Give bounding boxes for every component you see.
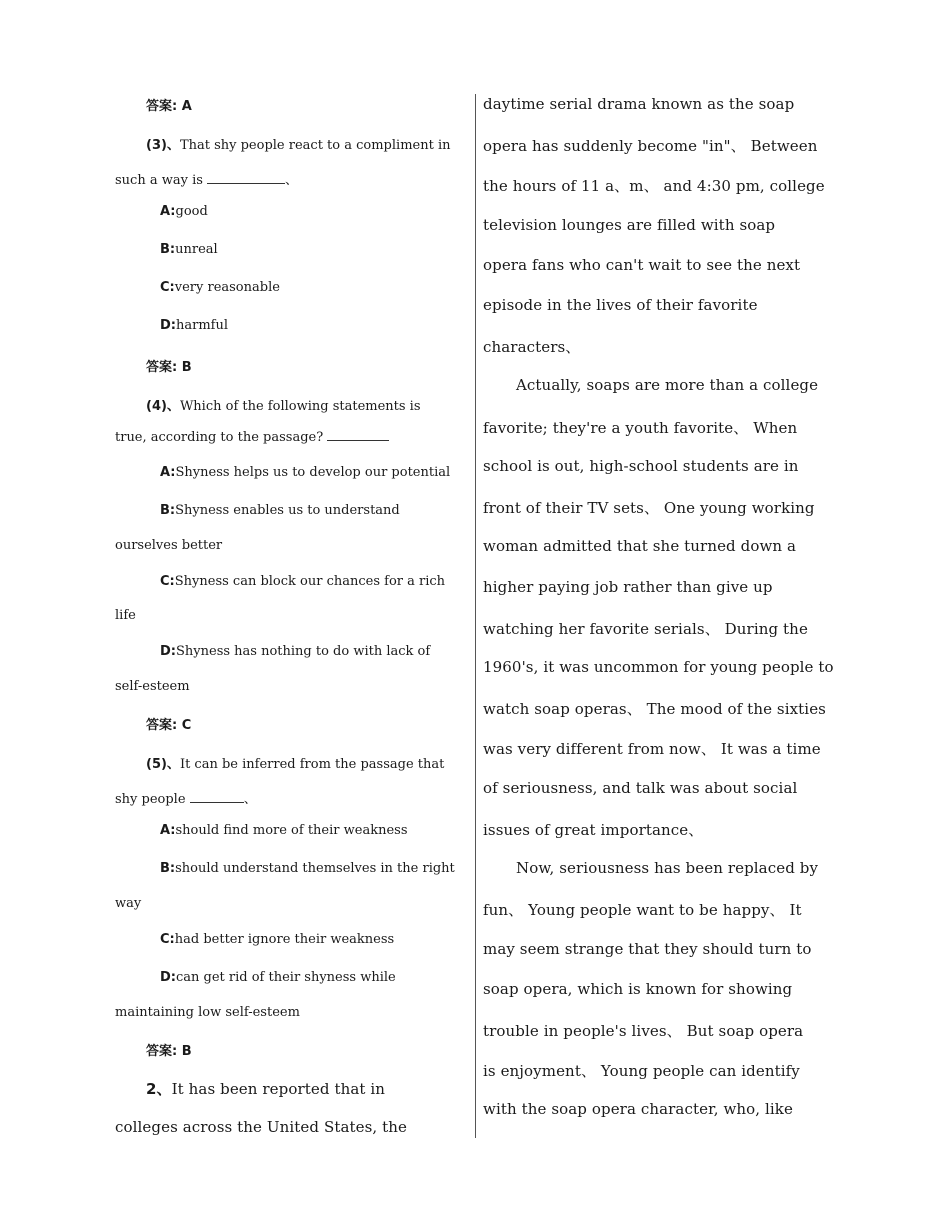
option-text: good [175,204,208,219]
passage-line: watching her favorite serials、 During the [483,620,808,638]
question-text: Which of the following statements is [179,399,421,414]
passage-line: episode in the lives of their favorite [483,296,758,314]
passage-line: may seem strange that they should turn to [483,940,812,958]
passage-2-line-2: colleges across the United States, the [115,1118,408,1136]
question-text: That shy people react to a compliment in [179,138,451,153]
question-text: true, according to the passage? [115,430,324,445]
option-text: Shyness has nothing to do with lack of [176,644,431,659]
passage-line: watch soap operas、 The mood of the sixties [483,700,826,718]
option-letter: C: [160,574,175,589]
passage-line: is enjoyment、 Young people can identify [483,1062,800,1080]
question-punct: 、 [243,792,257,807]
passage-line: opera has suddenly become "in"、 Between [483,137,818,155]
passage-line: woman admitted that she turned down a [483,537,797,555]
passage-line: front of their TV sets、 One young working [483,499,815,517]
option-d [160,318,228,333]
question-number: (5)、 [146,757,180,772]
passage-line: higher paying job rather than give up [483,578,773,596]
answer-label: 答案: A [146,99,192,114]
passage-line: favorite; they're a youth favorite、 When [483,419,798,437]
paragraph-start: Now, seriousness has been replaced by [516,859,819,877]
passage-line: trouble in people's lives、 But soap opera [483,1022,804,1040]
passage-line: opera fans who can't wait to see the next [483,256,801,274]
option-letter: D: [160,644,176,659]
passage-line: characters、 [483,338,581,356]
option-text: Shyness enables us to understand [175,503,400,518]
passage-number: 2、 [146,1080,172,1098]
question-5-line-2 [115,788,257,807]
question-text: It can be inferred from the passage that [179,757,445,772]
option-text: very reasonable [174,280,280,295]
passage-text: It has been reported that in [171,1080,386,1098]
option-c-continued: life [115,608,136,623]
answer-label: 答案: C [146,718,192,733]
option-text: Shyness helps us to develop our potential [175,465,451,480]
option-letter: C: [160,280,175,295]
option-c [160,932,394,947]
answer-label: 答案: B [146,1044,192,1059]
option-text: had better ignore their weakness [174,932,395,947]
option-c [160,574,445,589]
passage-line: was very different from now、 It was a time [483,740,821,758]
question-number: (4)、 [146,399,180,414]
option-c [160,280,280,295]
passage-line: of seriousness, and talk was about social [483,779,798,797]
option-a [160,823,407,838]
answer-label: 答案: B [146,360,192,375]
passage-line: the hours of 11 a、m、 and 4:30 pm, college [483,177,825,195]
option-b [160,861,455,876]
option-text: can get rid of their shyness while [176,970,396,985]
passage-line: daytime serial drama known as the soap [483,95,795,113]
passage-line: fun、 Young people want to be happy、 It [483,901,802,919]
option-text: harmful [176,318,229,333]
answer-blank [207,173,285,184]
option-letter: A: [160,465,176,480]
option-a [160,204,208,219]
option-a [160,465,450,480]
option-letter: B: [160,503,176,518]
passage-2-line-1 [146,1078,385,1099]
option-letter: A: [160,204,176,219]
option-text: Shyness can block our chances for a rich [174,574,446,589]
option-letter: B: [160,861,176,876]
passage-line: issues of great importance、 [483,821,704,839]
answer-blank [190,792,244,803]
option-d-continued: maintaining low self-esteem [115,1005,300,1020]
option-d [160,644,430,659]
passage-line: soap opera, which is known for showing [483,980,793,998]
question-text: shy people [115,792,186,807]
passage-line: with the soap opera character, who, like [483,1100,793,1118]
column-divider [475,94,476,1138]
passage-line: 1960's, it was uncommon for young people to [483,658,834,676]
question-4-line-2 [115,430,389,445]
option-d [160,970,396,985]
question-punct: 、 [285,173,299,188]
question-3-line-1 [146,134,450,153]
passage-line: television lounges are filled with soap [483,216,776,234]
paragraph-start: Actually, soaps are more than a college [516,376,819,394]
question-text: such a way is [115,173,203,188]
option-text: unreal [175,242,218,257]
option-letter: C: [160,932,175,947]
option-letter: B: [160,242,176,257]
option-b-continued: ourselves better [115,538,223,553]
question-5-line-1 [146,753,444,772]
option-letter: D: [160,318,176,333]
option-b-continued: way [115,896,142,911]
option-d-continued: self-esteem [115,679,190,694]
answer-blank [327,430,389,441]
option-text: should understand themselves in the right [175,861,455,876]
question-3-line-2 [115,169,298,188]
option-letter: A: [160,823,176,838]
option-b [160,503,400,518]
option-letter: D: [160,970,176,985]
option-text: should find more of their weakness [175,823,408,838]
option-b [160,242,218,257]
passage-line: school is out, high-school students are in [483,457,799,475]
question-4-line-1 [146,395,421,414]
question-number: (3)、 [146,138,180,153]
